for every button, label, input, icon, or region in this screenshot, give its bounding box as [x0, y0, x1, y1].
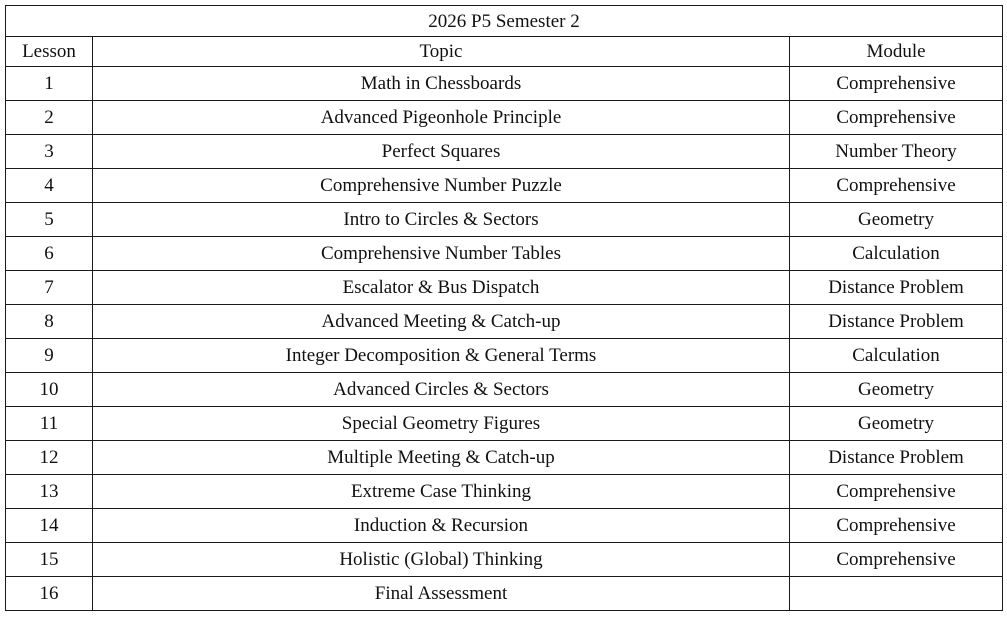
module-cell: Calculation	[790, 237, 1003, 271]
topic-cell: Comprehensive Number Tables	[93, 237, 790, 271]
topic-cell: Escalator & Bus Dispatch	[93, 271, 790, 305]
table-row	[6, 339, 1003, 373]
title-row	[6, 6, 1003, 37]
schedule-table	[5, 5, 1003, 611]
header-module: Module	[790, 37, 1003, 67]
topic-cell: Induction & Recursion	[93, 509, 790, 543]
lesson-cell: 6	[6, 237, 93, 271]
table-row	[6, 475, 1003, 509]
table-row	[6, 237, 1003, 271]
lesson-cell: 13	[6, 475, 93, 509]
module-cell: Comprehensive	[790, 169, 1003, 203]
topic-cell: Multiple Meeting & Catch-up	[93, 441, 790, 475]
header-topic: Topic	[93, 37, 790, 67]
table-title: 2026 P5 Semester 2	[6, 6, 1003, 37]
topic-cell: Intro to Circles & Sectors	[93, 203, 790, 237]
table-row	[6, 169, 1003, 203]
lesson-cell: 8	[6, 305, 93, 339]
module-cell: Distance Problem	[790, 271, 1003, 305]
table-row	[6, 305, 1003, 339]
module-cell: Geometry	[790, 407, 1003, 441]
module-cell: Comprehensive	[790, 101, 1003, 135]
table-row	[6, 203, 1003, 237]
lesson-cell: 14	[6, 509, 93, 543]
lesson-cell: 16	[6, 577, 93, 611]
module-cell: Geometry	[790, 203, 1003, 237]
topic-cell: Math in Chessboards	[93, 67, 790, 101]
table-row	[6, 67, 1003, 101]
table-row	[6, 543, 1003, 577]
topic-cell: Integer Decomposition & General Terms	[93, 339, 790, 373]
table-row	[6, 509, 1003, 543]
lesson-cell: 15	[6, 543, 93, 577]
table-row	[6, 271, 1003, 305]
table-row	[6, 441, 1003, 475]
module-cell: Comprehensive	[790, 509, 1003, 543]
table-body	[6, 67, 1003, 611]
topic-cell: Extreme Case Thinking	[93, 475, 790, 509]
lesson-cell: 10	[6, 373, 93, 407]
header-row	[6, 37, 1003, 67]
lesson-cell: 9	[6, 339, 93, 373]
module-cell: Distance Problem	[790, 441, 1003, 475]
lesson-cell: 7	[6, 271, 93, 305]
topic-cell: Holistic (Global) Thinking	[93, 543, 790, 577]
lesson-cell: 4	[6, 169, 93, 203]
table-row	[6, 577, 1003, 611]
lesson-cell: 1	[6, 67, 93, 101]
table-row	[6, 407, 1003, 441]
table-row	[6, 101, 1003, 135]
topic-cell: Advanced Meeting & Catch-up	[93, 305, 790, 339]
lesson-cell: 12	[6, 441, 93, 475]
schedule-sheet	[5, 5, 1002, 611]
header-lesson: Lesson	[6, 37, 93, 67]
table-row	[6, 135, 1003, 169]
topic-cell: Final Assessment	[93, 577, 790, 611]
lesson-cell: 11	[6, 407, 93, 441]
lesson-cell: 2	[6, 101, 93, 135]
table-row	[6, 373, 1003, 407]
module-cell: Number Theory	[790, 135, 1003, 169]
module-cell: Distance Problem	[790, 305, 1003, 339]
topic-cell: Perfect Squares	[93, 135, 790, 169]
module-cell	[790, 577, 1003, 611]
lesson-cell: 3	[6, 135, 93, 169]
lesson-cell: 5	[6, 203, 93, 237]
module-cell: Comprehensive	[790, 475, 1003, 509]
topic-cell: Advanced Circles & Sectors	[93, 373, 790, 407]
topic-cell: Special Geometry Figures	[93, 407, 790, 441]
module-cell: Geometry	[790, 373, 1003, 407]
module-cell: Comprehensive	[790, 67, 1003, 101]
topic-cell: Comprehensive Number Puzzle	[93, 169, 790, 203]
module-cell: Comprehensive	[790, 543, 1003, 577]
topic-cell: Advanced Pigeonhole Principle	[93, 101, 790, 135]
module-cell: Calculation	[790, 339, 1003, 373]
